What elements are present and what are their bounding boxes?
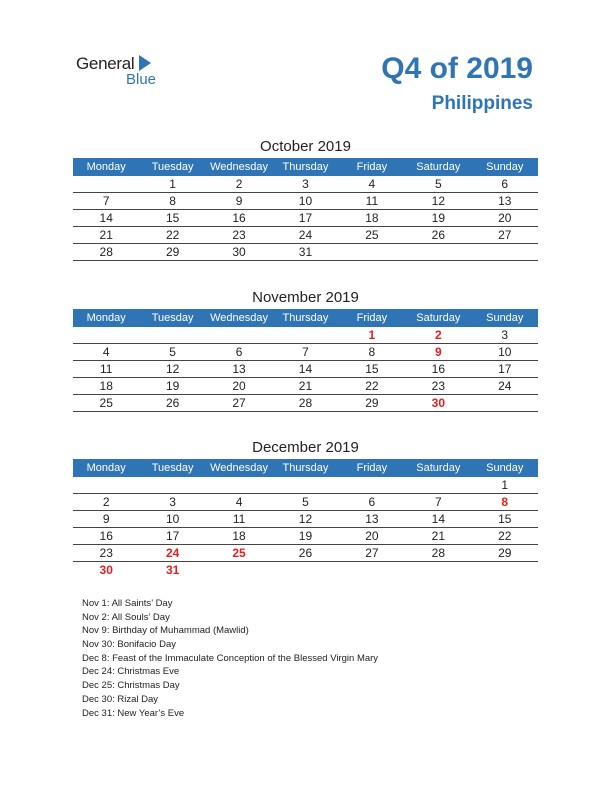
day-cell: 15	[339, 361, 405, 378]
holiday-entry: Dec 8: Feast of the Immaculate Conception of the Blessed Virgin Mary	[82, 652, 379, 664]
day-cell	[472, 244, 538, 261]
day-cell: 27	[206, 395, 272, 412]
day-cell: 30	[206, 244, 272, 261]
day-cell: 23	[206, 227, 272, 244]
holiday-entry: Nov 9: Birthday of Muhammad (Mawlid)	[82, 625, 249, 637]
day-cell: 11	[73, 361, 139, 378]
day-cell: 24	[139, 545, 205, 562]
day-cell: 31	[272, 244, 338, 261]
day-cell	[472, 395, 538, 412]
day-cell: 23	[73, 545, 139, 562]
weekday-header: Monday	[73, 459, 139, 477]
logo-flag-icon	[139, 55, 151, 71]
day-cell: 15	[472, 511, 538, 528]
weekday-header: Wednesday	[206, 459, 272, 477]
day-cell: 11	[339, 193, 405, 210]
holiday-entry: Nov 30: Bonifacio Day	[82, 639, 176, 651]
day-cell: 21	[73, 227, 139, 244]
day-cell: 21	[272, 378, 338, 395]
day-cell: 3	[472, 327, 538, 344]
weekday-header: Tuesday	[139, 459, 205, 477]
calendar-week-row	[73, 193, 538, 210]
day-cell: 14	[405, 511, 471, 528]
day-cell: 2	[206, 176, 272, 193]
day-cell: 27	[472, 227, 538, 244]
day-cell: 12	[405, 193, 471, 210]
day-cell	[339, 244, 405, 261]
weekday-header: Saturday	[405, 309, 471, 327]
day-cell: 1	[472, 477, 538, 494]
day-cell: 22	[139, 227, 205, 244]
weekday-header: Friday	[339, 309, 405, 327]
day-cell	[206, 562, 272, 579]
day-cell: 19	[272, 528, 338, 545]
holiday-entry: Dec 30: Rizal Day	[82, 693, 159, 705]
day-cell	[339, 477, 405, 494]
day-cell	[73, 176, 139, 193]
day-cell: 16	[206, 210, 272, 227]
day-cell: 26	[405, 227, 471, 244]
day-cell: 17	[472, 361, 538, 378]
day-cell: 3	[139, 494, 205, 511]
day-cell	[405, 244, 471, 261]
day-cell: 4	[339, 176, 405, 193]
day-cell	[272, 327, 338, 344]
weekday-header: Thursday	[272, 158, 338, 176]
day-cell: 8	[472, 494, 538, 511]
holiday-entry: Dec 25: Christmas Day	[82, 680, 180, 692]
day-cell	[73, 327, 139, 344]
day-cell: 16	[73, 528, 139, 545]
calendar-week-row	[73, 528, 538, 545]
month-title: October 2019	[260, 138, 351, 155]
day-cell: 12	[272, 511, 338, 528]
day-cell: 27	[339, 545, 405, 562]
weekday-header: Thursday	[272, 459, 338, 477]
day-cell: 7	[405, 494, 471, 511]
weekday-header: Tuesday	[139, 309, 205, 327]
holiday-entry: Dec 31: New Year’s Eve	[82, 707, 185, 719]
day-cell: 18	[73, 378, 139, 395]
month-november	[73, 287, 538, 412]
calendar-week-row	[73, 562, 538, 579]
day-cell: 22	[339, 378, 405, 395]
holiday-entry: Nov 1: All Saints’ Day	[82, 598, 173, 609]
day-cell: 20	[339, 528, 405, 545]
page-title: Q4 of 2019	[381, 52, 533, 85]
day-cell: 15	[139, 210, 205, 227]
day-cell: 12	[139, 361, 205, 378]
day-cell: 9	[73, 511, 139, 528]
day-cell: 16	[405, 361, 471, 378]
weekday-header: Sunday	[472, 158, 538, 176]
day-cell: 5	[272, 494, 338, 511]
holiday-entry: Dec 24: Christmas Eve	[82, 666, 180, 678]
calendar-week-row	[73, 344, 538, 361]
day-cell: 2	[73, 494, 139, 511]
day-cell: 10	[139, 511, 205, 528]
holiday-entry: Nov 2: All Souls’ Day	[82, 611, 170, 623]
day-cell: 3	[272, 176, 338, 193]
day-cell: 13	[339, 511, 405, 528]
day-cell: 11	[206, 511, 272, 528]
day-cell: 6	[472, 176, 538, 193]
day-cell: 14	[272, 361, 338, 378]
day-cell	[73, 477, 139, 494]
day-cell: 28	[272, 395, 338, 412]
day-cell	[139, 327, 205, 344]
calendar-week-row	[73, 210, 538, 227]
day-cell: 24	[472, 378, 538, 395]
month-october	[73, 136, 538, 261]
calendar-week-row	[73, 244, 538, 261]
day-cell: 23	[405, 378, 471, 395]
weekday-header: Friday	[339, 459, 405, 477]
calendar-week-row	[73, 395, 538, 412]
weekday-header: Wednesday	[206, 309, 272, 327]
weekday-header: Wednesday	[206, 158, 272, 176]
day-cell: 21	[405, 528, 471, 545]
calendar-week-row	[73, 176, 538, 193]
day-cell: 26	[139, 395, 205, 412]
day-cell: 20	[206, 378, 272, 395]
calendar-week-row	[73, 378, 538, 395]
month-title: December 2019	[252, 439, 359, 456]
holiday-list	[82, 597, 378, 720]
day-cell: 7	[272, 344, 338, 361]
month-december	[73, 437, 538, 578]
country-title: Philippines	[431, 93, 533, 114]
day-cell: 6	[206, 344, 272, 361]
day-cell	[206, 477, 272, 494]
day-cell: 25	[339, 227, 405, 244]
weekday-header: Saturday	[405, 158, 471, 176]
day-cell	[272, 477, 338, 494]
logo-text-blue: Blue	[126, 71, 157, 88]
day-cell: 29	[472, 545, 538, 562]
day-cell: 1	[339, 327, 405, 344]
day-cell: 9	[206, 193, 272, 210]
calendar-table	[73, 459, 538, 578]
day-cell: 4	[206, 494, 272, 511]
calendar-table	[73, 309, 538, 412]
day-cell: 5	[139, 344, 205, 361]
day-cell	[339, 562, 405, 579]
calendar-week-row	[73, 477, 538, 494]
day-cell: 18	[206, 528, 272, 545]
logo-text-general: General	[76, 54, 135, 73]
day-cell: 29	[339, 395, 405, 412]
calendar-week-row	[73, 494, 538, 511]
weekday-header: Sunday	[472, 459, 538, 477]
day-cell: 10	[472, 344, 538, 361]
calendar-week-row	[73, 511, 538, 528]
weekday-header: Thursday	[272, 309, 338, 327]
calendar-week-row	[73, 227, 538, 244]
day-cell: 19	[405, 210, 471, 227]
month-title: November 2019	[252, 289, 359, 306]
day-cell: 8	[339, 344, 405, 361]
day-cell: 8	[139, 193, 205, 210]
calendar-week-row	[73, 327, 538, 344]
day-cell: 13	[472, 193, 538, 210]
day-cell: 6	[339, 494, 405, 511]
day-cell: 17	[272, 210, 338, 227]
day-cell: 18	[339, 210, 405, 227]
day-cell: 20	[472, 210, 538, 227]
day-cell: 25	[73, 395, 139, 412]
day-cell	[472, 562, 538, 579]
weekday-header: Friday	[339, 158, 405, 176]
calendar-table	[73, 158, 538, 261]
day-cell: 28	[73, 244, 139, 261]
day-cell: 7	[73, 193, 139, 210]
day-cell	[139, 477, 205, 494]
day-cell: 1	[139, 176, 205, 193]
weekday-header: Sunday	[472, 309, 538, 327]
day-cell: 13	[206, 361, 272, 378]
weekday-header: Saturday	[405, 459, 471, 477]
day-cell: 30	[405, 395, 471, 412]
day-cell	[272, 562, 338, 579]
day-cell: 9	[405, 344, 471, 361]
day-cell: 17	[139, 528, 205, 545]
weekday-header: Tuesday	[139, 158, 205, 176]
day-cell: 5	[405, 176, 471, 193]
weekday-header: Monday	[73, 309, 139, 327]
generalblue-logo	[76, 52, 186, 92]
day-cell: 26	[272, 545, 338, 562]
calendar-week-row	[73, 545, 538, 562]
day-cell: 24	[272, 227, 338, 244]
weekday-header: Monday	[73, 158, 139, 176]
day-cell	[405, 477, 471, 494]
calendar-week-row	[73, 361, 538, 378]
day-cell	[405, 562, 471, 579]
day-cell: 22	[472, 528, 538, 545]
day-cell: 29	[139, 244, 205, 261]
day-cell: 4	[73, 344, 139, 361]
day-cell	[206, 327, 272, 344]
day-cell: 19	[139, 378, 205, 395]
day-cell: 31	[165, 563, 180, 577]
day-cell: 10	[272, 193, 338, 210]
day-cell: 2	[405, 327, 471, 344]
day-cell: 25	[206, 545, 272, 562]
day-cell: 14	[73, 210, 139, 227]
day-cell: 28	[405, 545, 471, 562]
day-cell: 30	[99, 563, 113, 577]
